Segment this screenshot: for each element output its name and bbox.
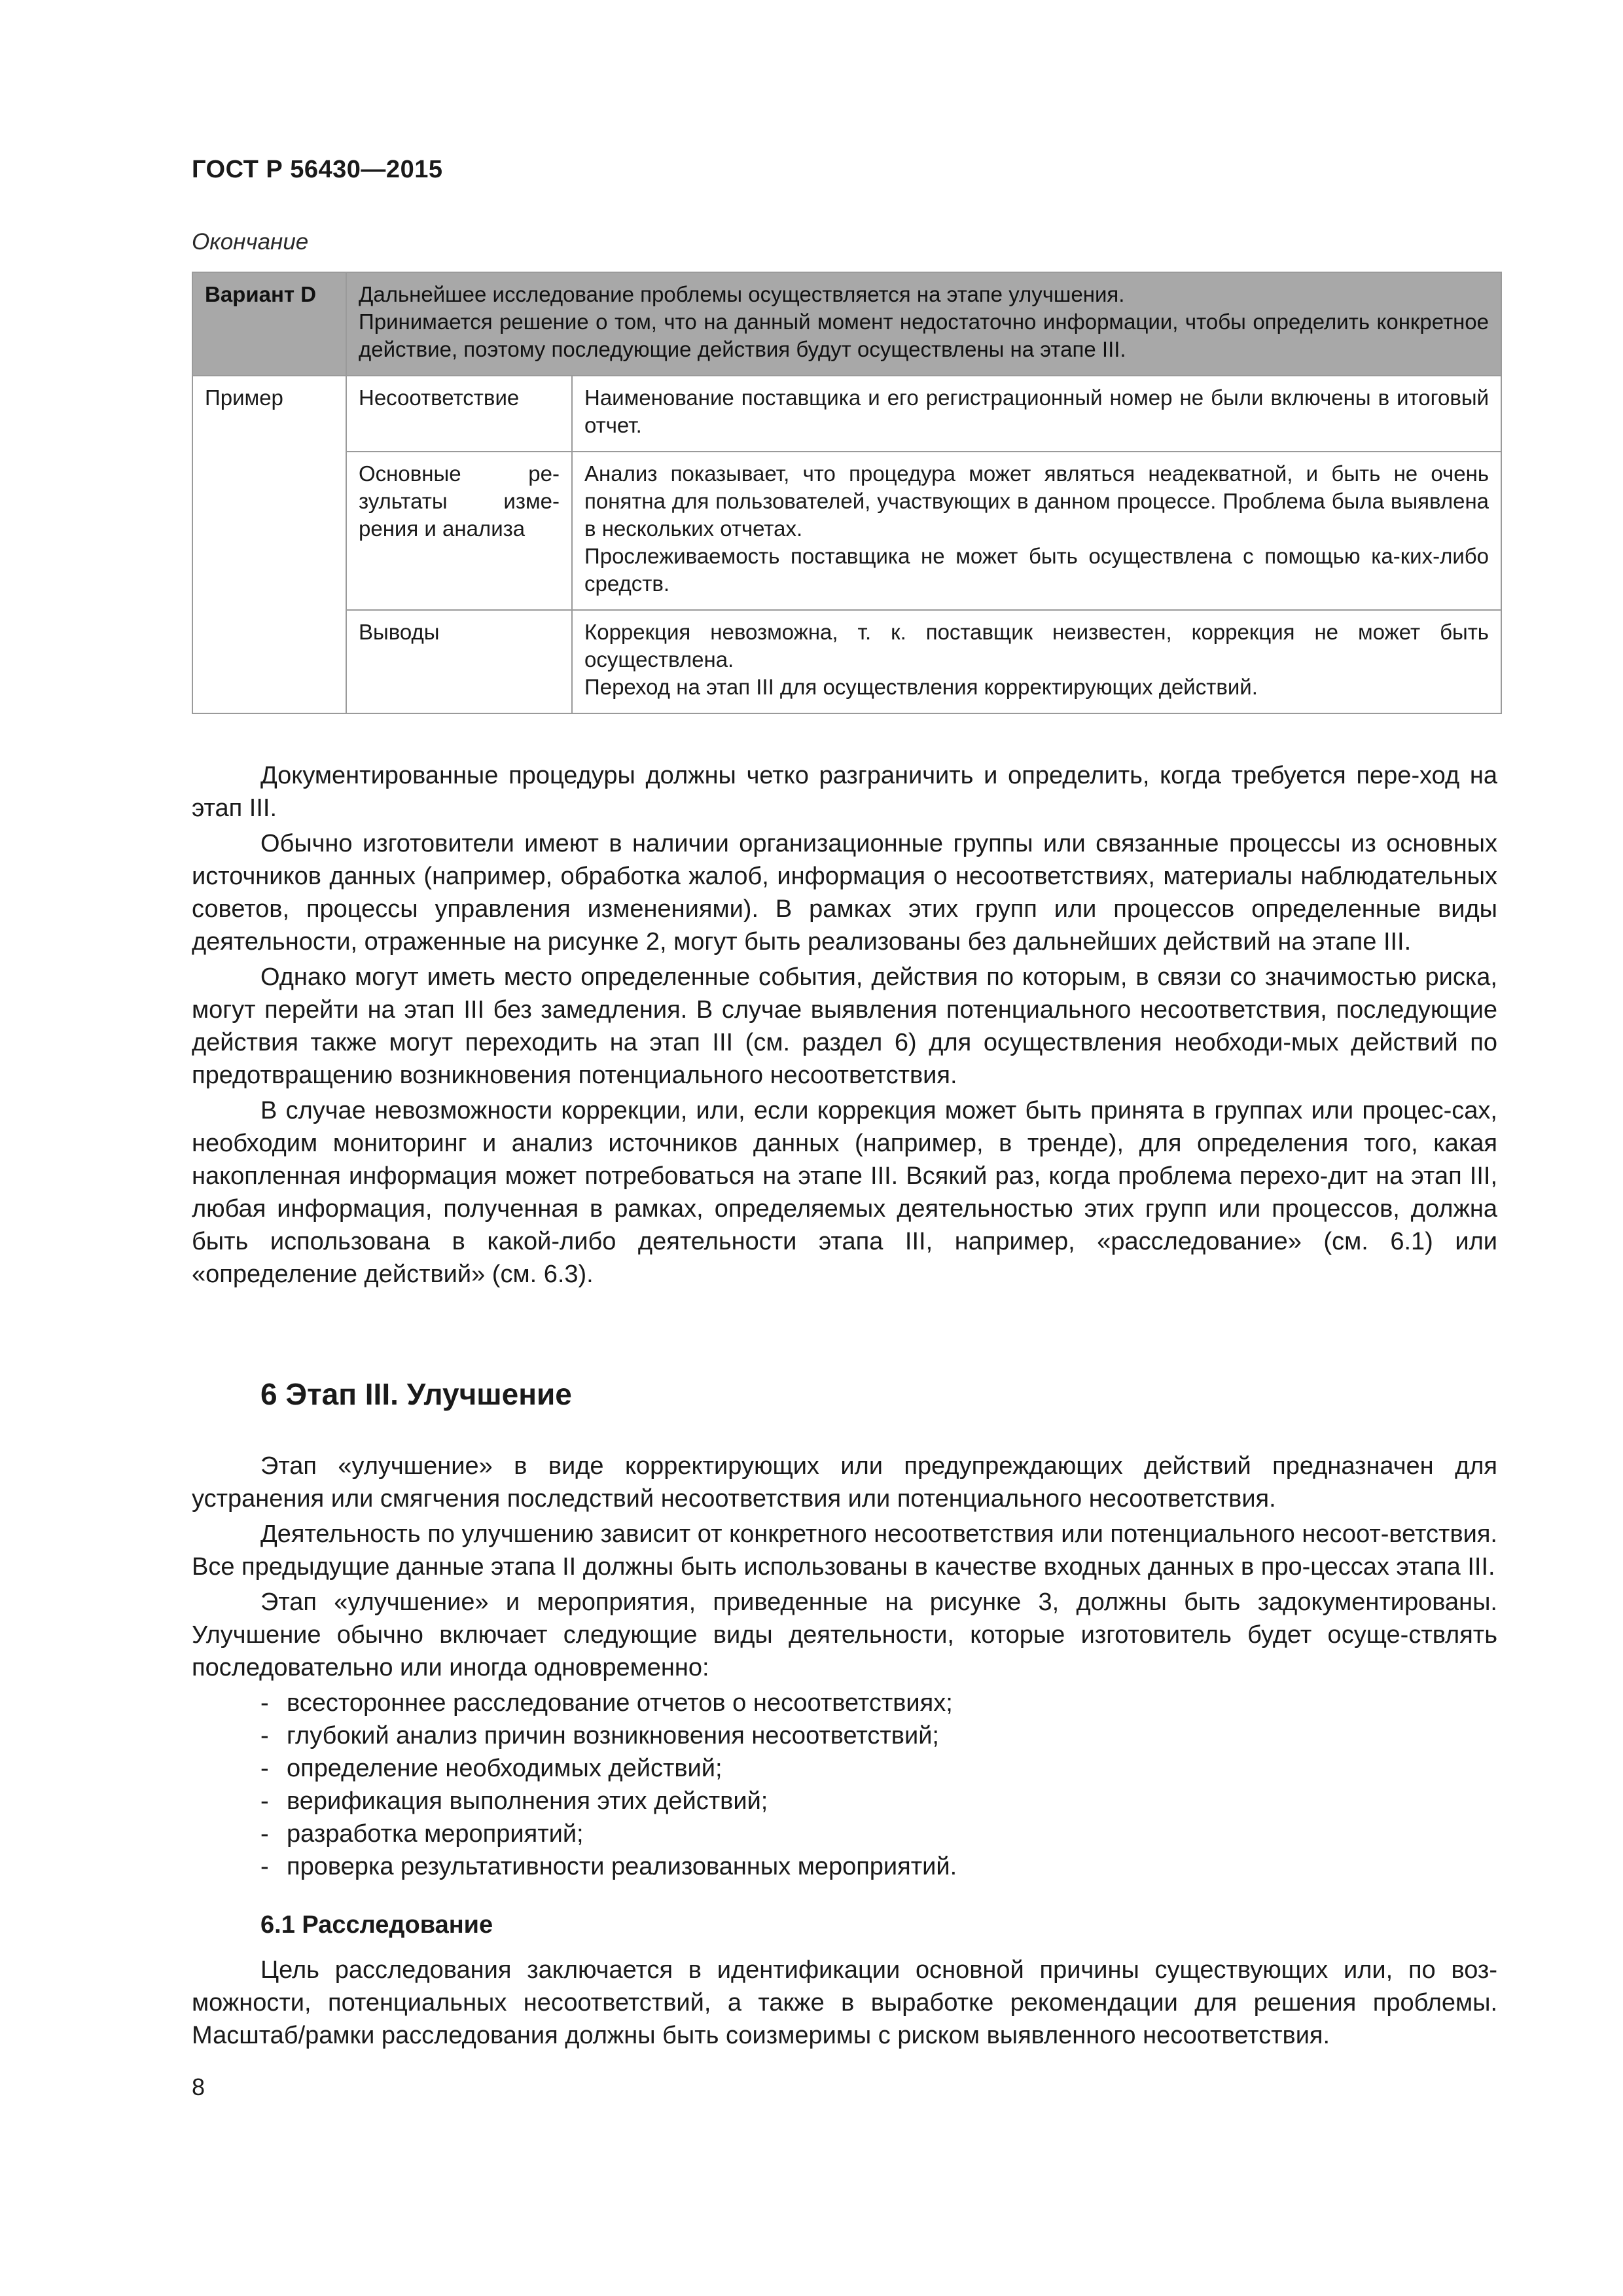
row-label-results: Основные ре-зультаты изме-рения и анализа bbox=[346, 452, 572, 610]
table-header-row bbox=[192, 272, 1501, 376]
body-text-block-2 bbox=[192, 1450, 1497, 1883]
variant-description bbox=[346, 272, 1501, 376]
body-text-block-3 bbox=[192, 1954, 1497, 2054]
paragraph: Этап «улучшение» в виде корректирующих или предупреждающих действий предназначен для устранения или смягчения последствий несоответствия или потенциального несоответствия. bbox=[192, 1452, 1497, 1513]
paragraph: В случае невозможности коррекции, или, если коррекция может быть принята в группах или процес-сах, необходим мониторинг и анализ источников данных (например, в тренде), для определения того, какая накопленная информация может потребоваться на этапе III. Всякий раз, когда проблема перехо-дит на этап III, любая информация, полученная в рамках, определяемых деятельностью этих групп или процессов, должна быть использована в какой-либо деятельности этапа III, например, «расследование» (см. 6.1) или «определение действий» (см. 6.3). bbox=[192, 1097, 1497, 1288]
document-header-title: ГОСТ Р 56430—2015 bbox=[192, 156, 443, 183]
section-heading: 6 Этап III. Улучшение bbox=[260, 1377, 572, 1411]
row-text-conclusions bbox=[572, 610, 1501, 713]
row-text-results bbox=[572, 452, 1501, 610]
paragraph: Обычно изготовители имеют в наличии организационные группы или связанные процессы из основных источников данных (например, обработка жалоб, информация о несоответствиях, материалы наблюдательных советов, процессы управления изменениями). В рамках этих групп или процессов определенные виды деятельности, отраженные на рисунке 2, могут быть реализованы без дальнейших действий на этапе III. bbox=[192, 830, 1497, 956]
paragraph: Этап «улучшение» и мероприятия, приведенные на рисунке 3, должны быть задокументированы. Улучшение обычно включает следующие виды деятельности, которые изготовитель будет осуще-ствлять последовательно или иногда одновременно: bbox=[192, 1588, 1497, 1681]
table-row bbox=[192, 610, 1501, 713]
list-item: - определение необходимых действий; bbox=[260, 1755, 722, 1782]
subsection-heading: 6.1 Расследование bbox=[260, 1911, 493, 1939]
activity-list bbox=[192, 1687, 1497, 1883]
row-text-line: Переход на этап III для осуществления корректирующих действий. bbox=[584, 675, 1258, 699]
variant-text-line-2: Принимается решение о том, что на данный момент недостаточно информации, чтобы определить конкретное действие, поэтому последующие действия будут осуществлены на этапе III. bbox=[359, 310, 1489, 361]
row-text-nonconformity bbox=[572, 376, 1501, 452]
variant-label: Вариант D bbox=[192, 272, 346, 376]
row-label-nonconformity: Несоответствие bbox=[346, 376, 572, 452]
paragraph: Деятельность по улучшению зависит от конкретного несоответствия или потенциального несоот-ветствия. Все предыдущие данные этапа II должны быть использованы в качестве входных данных в про-цессах этапа III. bbox=[192, 1520, 1497, 1581]
variant-text-line-1: Дальнейшее исследование проблемы осуществляется на этапе улучшения. bbox=[359, 282, 1125, 306]
table-row bbox=[192, 376, 1501, 452]
table-row bbox=[192, 452, 1501, 610]
example-label: Пример bbox=[192, 376, 346, 713]
page-number: 8 bbox=[192, 2073, 205, 2100]
list-item: - верификация выполнения этих действий; bbox=[260, 1787, 768, 1815]
row-text-line: Прослеживаемость поставщика не может быть осуществлена с помощью ка-ких-либо средств. bbox=[584, 544, 1489, 596]
row-label-conclusions: Выводы bbox=[346, 610, 572, 713]
paragraph: Цель расследования заключается в идентификации основной причины существующих или, по воз-можности, потенциальных несоответствий, а также в выработке рекомендации для решения проблемы. Масштаб/рамки расследования должны быть соизмеримы с риском выявленного несоответствия. bbox=[192, 1956, 1497, 2049]
list-item: - глубокий анализ причин возникновения несоответствий; bbox=[260, 1722, 939, 1749]
row-text-line: Анализ показывает, что процедура может являться неадекватной, и быть не очень понятна для пользователей, участвующих в данном процессе. Проблема была выявлена в нескольких отчетах. bbox=[584, 461, 1489, 541]
example-table bbox=[192, 272, 1502, 714]
row-text-line: Коррекция невозможна, т. к. поставщик неизвестен, коррекция не может быть осуществлена. bbox=[584, 620, 1489, 672]
table-caption: Окончание bbox=[192, 229, 309, 255]
list-item: - всестороннее расследование отчетов о несоответствиях; bbox=[260, 1689, 953, 1717]
paragraph: Однако могут иметь место определенные события, действия по которым, в связи со значимостью риска, могут перейти на этап III без замедления. В случае выявления потенциального несоответствия, последующие действия также могут переходить на этап III (см. раздел 6) для осуществления необходи-мых действий по предотвращению возникновения потенциального несоответствия. bbox=[192, 963, 1497, 1089]
paragraph: Документированные процедуры должны четко разграничить и определить, когда требуется пере-ход на этап III. bbox=[192, 762, 1497, 822]
list-item: - разработка мероприятий; bbox=[260, 1820, 584, 1848]
row-text-line: Наименование поставщика и его регистрационный номер не были включены в итоговый отчет. bbox=[584, 386, 1489, 437]
body-text-block-1 bbox=[192, 759, 1497, 1293]
list-item: - проверка результативности реализованных мероприятий. bbox=[260, 1853, 957, 1880]
